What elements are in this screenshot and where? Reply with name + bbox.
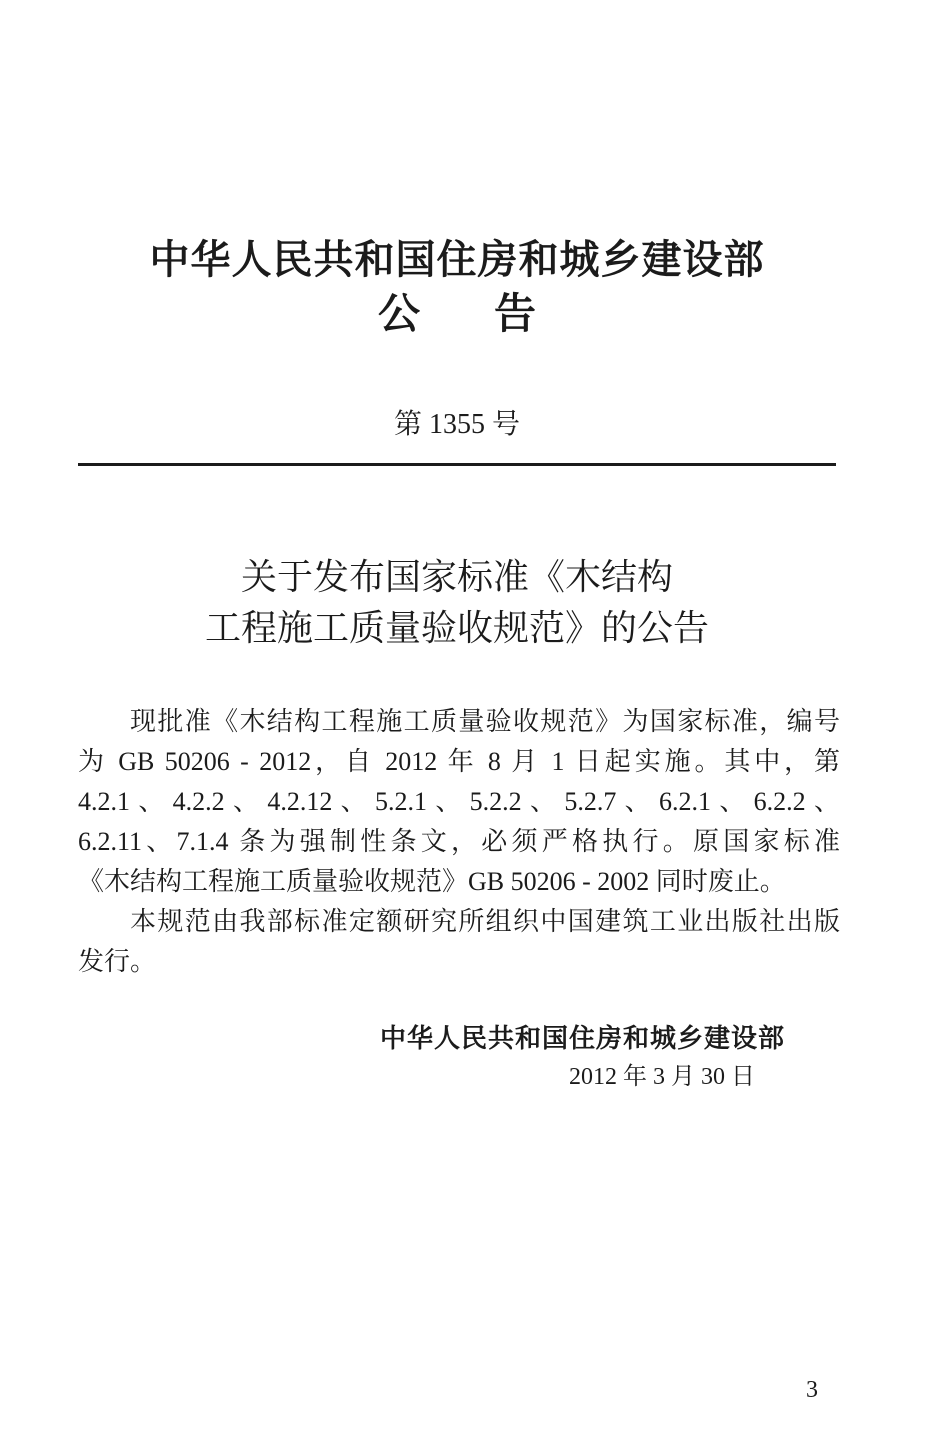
body-line: 为 GB 50206 - 2012，自 2012 年 8 月 1 日起实施。其中，第 [78,747,840,776]
body-line: 6.2.11、7.1.4 条为强制性条文，必须严格执行。原国家标准 [78,827,840,856]
body-line: 《木结构工程施工质量验收规范》GB 50206 - 2002 同时废止。 [78,867,786,896]
signature-issuer: 中华人民共和国住房和城乡建设部 [379,1023,785,1053]
body-line: 4.2.1、4.2.2、4.2.12、5.2.1、5.2.2、5.2.7、6.2.1、6.2.2、 [78,787,840,816]
page-number: 3 [806,1377,818,1403]
document-type: 公 告 [377,292,552,338]
body-line: 本规范由我部标准定额研究所组织中国建筑工业出版社出版 [130,907,840,936]
signature-date: 2012 年 3 月 30 日 [569,1064,755,1090]
issuer-title: 中华人民共和国住房和城乡建设部 [149,237,765,282]
header-divider [78,463,836,466]
announcement-title-line: 工程施工质量验收规范》的公告 [204,608,709,648]
announcement-body [78,702,840,982]
announcement-title-line: 关于发布国家标准《木结构 [240,557,673,597]
body-line: 发行。 [78,947,157,976]
body-line: 现批准《木结构工程施工质量验收规范》为国家标准，编号 [130,707,840,736]
document-number: 第 1355 号 [393,409,520,440]
